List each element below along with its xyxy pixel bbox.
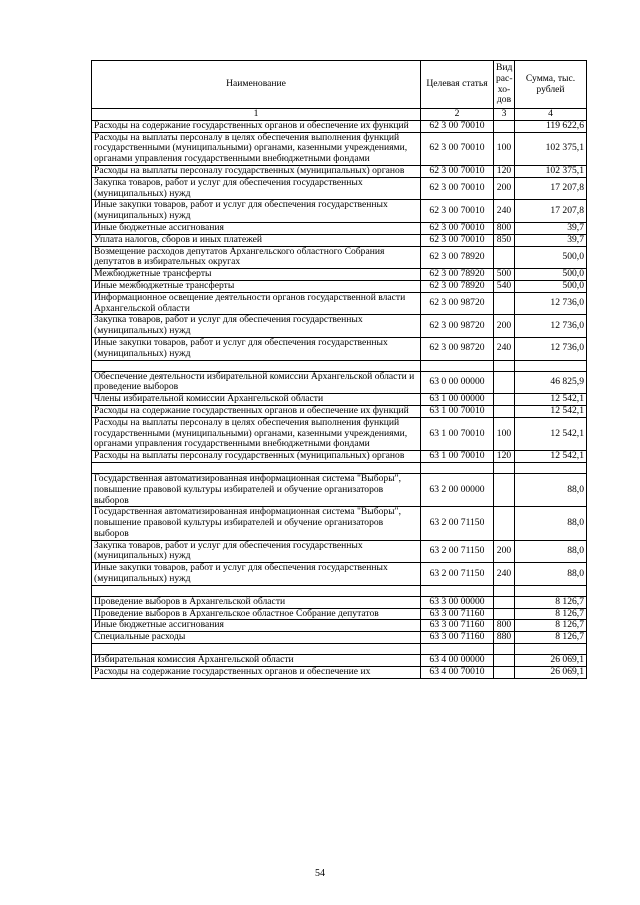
row-name: Иные закупки товаров, работ и услуг для обеспечения государственных (муниципальных) нужд [92, 563, 421, 586]
table-row [92, 632, 587, 644]
table-row [92, 666, 587, 678]
table-row [92, 417, 587, 450]
row-type: 850 [494, 234, 515, 246]
spacer-cell [515, 360, 587, 371]
row-code: 62 3 00 98720 [421, 315, 494, 338]
table-row [92, 405, 587, 417]
row-code: 63 2 00 71150 [421, 507, 494, 540]
row-code: 63 4 00 70010 [421, 666, 494, 678]
row-code: 62 3 00 98720 [421, 292, 494, 315]
row-type [494, 371, 515, 394]
spacer-cell [92, 462, 421, 473]
row-name: Закупка товаров, работ и услуг для обеспечения государственных (муниципальных) нужд [92, 315, 421, 338]
row-sum: 17 207,8 [515, 200, 587, 223]
table-row [92, 246, 587, 269]
row-name: Проведение выборов в Архангельское областное Собрание депутатов [92, 608, 421, 620]
header-code: Целевая статья [421, 61, 494, 109]
row-code: 62 3 00 98720 [421, 337, 494, 360]
row-name: Иные межбюджетные трансферты [92, 280, 421, 292]
row-type [494, 120, 515, 132]
row-name: Закупка товаров, работ и услуг для обеспечения государственных (муниципальных) нужд [92, 540, 421, 563]
row-name: Расходы на выплаты персоналу государственных (муниципальных) органов [92, 165, 421, 177]
row-name: Закупка товаров, работ и услуг для обеспечения государственных (муниципальных) нужд [92, 177, 421, 200]
row-type [494, 394, 515, 406]
row-sum: 12 542,1 [515, 451, 587, 463]
spacer-cell [92, 585, 421, 596]
spacer-cell [92, 360, 421, 371]
row-sum: 39,7 [515, 234, 587, 246]
row-code: 62 3 00 70010 [421, 177, 494, 200]
page-number: 54 [315, 868, 325, 879]
table-row [92, 315, 587, 338]
row-sum: 102 375,1 [515, 165, 587, 177]
column-number-3: 3 [494, 109, 515, 121]
row-sum: 500,0 [515, 280, 587, 292]
table-row [92, 608, 587, 620]
table-row [92, 620, 587, 632]
row-type [494, 666, 515, 678]
spacer-row [92, 644, 587, 655]
row-name: Информационное освещение деятельности органов государственной власти Архангельской области [92, 292, 421, 315]
row-code: 63 1 00 00000 [421, 394, 494, 406]
table-row [92, 451, 587, 463]
row-name: Избирательная комиссия Архангельской области [92, 655, 421, 667]
table-row [92, 177, 587, 200]
row-type: 800 [494, 222, 515, 234]
table-row [92, 200, 587, 223]
row-code: 63 4 00 00000 [421, 655, 494, 667]
spacer-cell [494, 462, 515, 473]
row-sum: 88,0 [515, 540, 587, 563]
spacer-cell [421, 462, 494, 473]
row-type: 120 [494, 165, 515, 177]
table-section-row [92, 596, 587, 608]
table-row [92, 120, 587, 132]
row-code: 62 3 00 70010 [421, 200, 494, 223]
row-type [494, 596, 515, 608]
row-sum: 26 069,1 [515, 655, 587, 667]
row-name: Расходы на содержание государственных органов и обеспечение их функций [92, 405, 421, 417]
row-code: 62 3 00 70010 [421, 132, 494, 165]
row-sum: 8 126,7 [515, 596, 587, 608]
table-row [92, 165, 587, 177]
row-sum: 12 542,1 [515, 405, 587, 417]
row-name: Расходы на содержание государственных органов и обеспечение их [92, 666, 421, 678]
row-sum: 88,0 [515, 473, 587, 506]
row-sum: 46 825,9 [515, 371, 587, 394]
row-sum: 17 207,8 [515, 177, 587, 200]
column-number-4: 4 [515, 109, 587, 121]
row-type: 500 [494, 269, 515, 281]
spacer-cell [421, 644, 494, 655]
table-row [92, 563, 587, 586]
row-name: Иные закупки товаров, работ и услуг для обеспечения государственных (муниципальных) нужд [92, 200, 421, 223]
table-section-row [92, 655, 587, 667]
table-section-row [92, 371, 587, 394]
row-sum: 8 126,7 [515, 632, 587, 644]
row-type: 240 [494, 337, 515, 360]
row-type: 200 [494, 540, 515, 563]
row-sum: 88,0 [515, 563, 587, 586]
row-sum: 12 736,0 [515, 337, 587, 360]
row-name: Расходы на выплаты персоналу государственных (муниципальных) органов [92, 451, 421, 463]
row-name: Государственная автоматизированная информационная система "Выборы", повышение правовой культуры избирателей и обучение организаторов выборов [92, 473, 421, 506]
row-sum: 8 126,7 [515, 608, 587, 620]
row-type: 120 [494, 451, 515, 463]
row-type: 240 [494, 200, 515, 223]
table-row [92, 507, 587, 540]
table-row [92, 222, 587, 234]
table-row [92, 280, 587, 292]
row-code: 63 3 00 00000 [421, 596, 494, 608]
row-sum: 26 069,1 [515, 666, 587, 678]
row-name: Члены избирательной комиссии Архангельской области [92, 394, 421, 406]
row-sum: 500,0 [515, 269, 587, 281]
table-row [92, 337, 587, 360]
row-sum: 12 736,0 [515, 315, 587, 338]
row-code: 62 3 00 70010 [421, 234, 494, 246]
row-code: 63 2 00 71150 [421, 540, 494, 563]
row-name: Уплата налогов, сборов и иных платежей [92, 234, 421, 246]
row-code: 62 3 00 70010 [421, 222, 494, 234]
row-code: 62 3 00 70010 [421, 165, 494, 177]
row-type: 200 [494, 315, 515, 338]
row-code: 63 1 00 70010 [421, 405, 494, 417]
row-type: 200 [494, 177, 515, 200]
row-name: Межбюджетные трансферты [92, 269, 421, 281]
row-name: Иные бюджетные ассигнования [92, 620, 421, 632]
row-sum: 119 622,6 [515, 120, 587, 132]
row-type: 880 [494, 632, 515, 644]
row-name: Расходы на выплаты персоналу в целях обеспечения выполнения функций государственными (муниципальными) органами, казенными учреждениями, органами управления государственными внебюджетными фондами [92, 417, 421, 450]
row-name: Специальные расходы [92, 632, 421, 644]
column-number-row [92, 109, 587, 121]
row-code: 63 3 00 71160 [421, 608, 494, 620]
row-name: Иные закупки товаров, работ и услуг для обеспечения государственных (муниципальных) нужд [92, 337, 421, 360]
row-sum: 88,0 [515, 507, 587, 540]
row-type: 540 [494, 280, 515, 292]
row-sum: 102 375,1 [515, 132, 587, 165]
row-type [494, 405, 515, 417]
spacer-cell [494, 644, 515, 655]
spacer-cell [421, 360, 494, 371]
table-row [92, 269, 587, 281]
row-sum: 500,0 [515, 246, 587, 269]
row-code: 63 1 00 70010 [421, 417, 494, 450]
row-name: Проведение выборов в Архангельской области [92, 596, 421, 608]
spacer-row [92, 360, 587, 371]
spacer-cell [494, 585, 515, 596]
spacer-cell [515, 585, 587, 596]
header-type: Вид рас-хо-дов [494, 61, 515, 109]
row-code: 63 3 00 71160 [421, 632, 494, 644]
row-type: 100 [494, 132, 515, 165]
header-sum: Сумма, тыс. рублей [515, 61, 587, 109]
table-section-row [92, 394, 587, 406]
header-name: Наименование [92, 61, 421, 109]
table-row [92, 132, 587, 165]
budget-table [91, 60, 587, 679]
row-name: Обеспечение деятельности избирательной комиссии Архангельской области и проведение выборов [92, 371, 421, 394]
row-type [494, 246, 515, 269]
column-number-1: 1 [92, 109, 421, 121]
row-sum: 39,7 [515, 222, 587, 234]
spacer-row [92, 462, 587, 473]
row-type [494, 507, 515, 540]
row-name: Иные бюджетные ассигнования [92, 222, 421, 234]
row-code: 63 2 00 00000 [421, 473, 494, 506]
row-type [494, 655, 515, 667]
table-header-row [92, 61, 587, 109]
row-sum: 12 736,0 [515, 292, 587, 315]
row-code: 63 3 00 71160 [421, 620, 494, 632]
row-code: 62 3 00 78920 [421, 280, 494, 292]
row-name: Возмещение расходов депутатов Архангельского областного Собрания депутатов в избирательных округах [92, 246, 421, 269]
spacer-cell [92, 644, 421, 655]
row-code: 62 3 00 78920 [421, 269, 494, 281]
row-type: 800 [494, 620, 515, 632]
row-sum: 8 126,7 [515, 620, 587, 632]
row-name: Государственная автоматизированная информационная система "Выборы", повышение правовой культуры избирателей и обучение организаторов выборов [92, 507, 421, 540]
row-type: 100 [494, 417, 515, 450]
table-body [92, 120, 587, 678]
table-section-row [92, 473, 587, 506]
row-sum: 12 542,1 [515, 394, 587, 406]
row-code: 63 2 00 71150 [421, 563, 494, 586]
table-row [92, 292, 587, 315]
row-code: 62 3 00 70010 [421, 120, 494, 132]
column-number-2: 2 [421, 109, 494, 121]
spacer-cell [494, 360, 515, 371]
spacer-row [92, 585, 587, 596]
row-code: 63 0 00 00000 [421, 371, 494, 394]
table-row [92, 234, 587, 246]
row-name: Расходы на содержание государственных органов и обеспечение их функций [92, 120, 421, 132]
row-code: 63 1 00 70010 [421, 451, 494, 463]
table-row [92, 540, 587, 563]
row-type [494, 473, 515, 506]
row-type [494, 608, 515, 620]
spacer-cell [515, 644, 587, 655]
row-code: 62 3 00 78920 [421, 246, 494, 269]
row-type [494, 292, 515, 315]
spacer-cell [515, 462, 587, 473]
row-type: 240 [494, 563, 515, 586]
spacer-cell [421, 585, 494, 596]
row-name: Расходы на выплаты персоналу в целях обеспечения выполнения функций государственными (муниципальными) органами, казенными учреждениями, органами управления государственными внебюджетными фондами [92, 132, 421, 165]
row-sum: 12 542,1 [515, 417, 587, 450]
